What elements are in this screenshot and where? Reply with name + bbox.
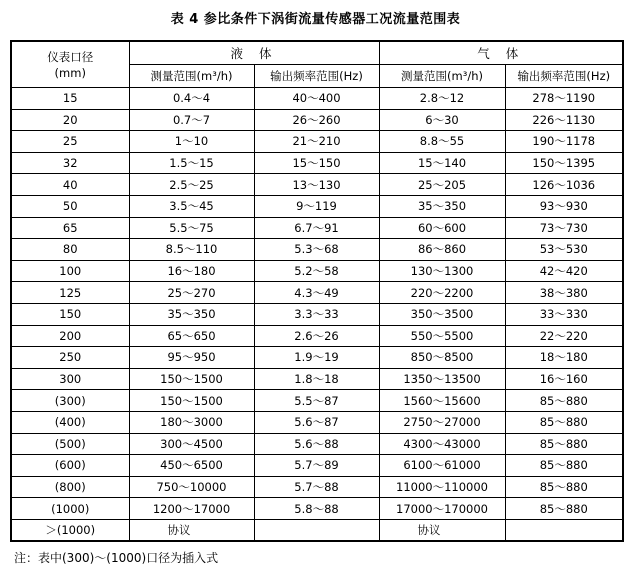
- table-cell-diameter: (300): [11, 390, 129, 412]
- table-cell-empty: [254, 519, 379, 541]
- table-row: [11, 217, 623, 239]
- table-cell-gas-range: 15～140: [379, 152, 505, 174]
- table-cell-liquid-range: 1200～17000: [129, 498, 254, 520]
- table-cell-gas-range: 6～30: [379, 109, 505, 131]
- table-container: [10, 40, 622, 542]
- table-cell-diameter: 65: [11, 217, 129, 239]
- table-cell-gas-range: 1560～15600: [379, 390, 505, 412]
- table-row: [11, 433, 623, 455]
- table-cell-gas-freq: 85～880: [505, 390, 623, 412]
- table-cell-liquid-range: 3.5～45: [129, 195, 254, 217]
- table-row: [11, 152, 623, 174]
- table-body: [11, 88, 623, 542]
- table-cell-gas-freq: 18～180: [505, 347, 623, 369]
- table-cell-gas-freq: 16～160: [505, 368, 623, 390]
- table-cell-liquid-freq: 1.9～19: [254, 347, 379, 369]
- table-cell-gas-freq: 85～880: [505, 433, 623, 455]
- table-cell-liquid-range: 95～950: [129, 347, 254, 369]
- table-cell-gas-freq: 126～1036: [505, 174, 623, 196]
- table-row-last: [11, 519, 623, 541]
- table-row: [11, 88, 623, 110]
- table-cell-diameter: 150: [11, 303, 129, 325]
- table-row: [11, 195, 623, 217]
- table-cell-liquid-freq: 3.3～33: [254, 303, 379, 325]
- table-cell-gas-freq: 226～1130: [505, 109, 623, 131]
- table-cell-diameter: (800): [11, 476, 129, 498]
- table-cell-gas-freq: 93～930: [505, 195, 623, 217]
- table-cell-diameter: 125: [11, 282, 129, 304]
- table-row: [11, 282, 623, 304]
- table-cell-liquid-range: 35～350: [129, 303, 254, 325]
- table-cell-gas-range: 86～860: [379, 239, 505, 261]
- liquid-freq-header: 输出频率范围(Hz): [254, 65, 379, 88]
- table-cell-gas-freq: 42～420: [505, 260, 623, 282]
- table-cell-liquid-range: 5.5～75: [129, 217, 254, 239]
- table-cell-diameter: 250: [11, 347, 129, 369]
- table-cell-gas-range: 35～350: [379, 195, 505, 217]
- table-cell-liquid-range: 150～1500: [129, 368, 254, 390]
- table-cell-liquid-freq: 13～130: [254, 174, 379, 196]
- table-cell-liquid-range: 16～180: [129, 260, 254, 282]
- table-title: 表 4 参比条件下涡街流量传感器工况流量范围表: [170, 12, 461, 27]
- gas-header: 气 体: [379, 41, 623, 65]
- table-cell-liquid-range: 25～270: [129, 282, 254, 304]
- table-cell-liquid-freq: 5.8～88: [254, 498, 379, 520]
- table-cell-diameter: ＞(1000): [11, 519, 129, 541]
- table-cell-diameter: (500): [11, 433, 129, 455]
- table-cell-diameter: 200: [11, 325, 129, 347]
- table-cell-liquid-range: 1.5～15: [129, 152, 254, 174]
- table-cell-gas-range: 1350～13500: [379, 368, 505, 390]
- table-row: [11, 131, 623, 153]
- table-cell-diameter: 300: [11, 368, 129, 390]
- table-cell-liquid-freq: 5.6～87: [254, 411, 379, 433]
- table-cell-liquid-range: 65～650: [129, 325, 254, 347]
- table-cell-gas-range: 6100～61000: [379, 455, 505, 477]
- table-cell-gas-range: 220～2200: [379, 282, 505, 304]
- table-cell-gas-range: 4300～43000: [379, 433, 505, 455]
- table-row: [11, 109, 623, 131]
- table-row: [11, 260, 623, 282]
- table-cell-liquid-freq: 2.6～26: [254, 325, 379, 347]
- diameter-header: [11, 41, 129, 88]
- table-cell-liquid-freq: 1.8～18: [254, 368, 379, 390]
- table-cell-liquid-freq: 26～260: [254, 109, 379, 131]
- table-cell-liquid-freq: 15～150: [254, 152, 379, 174]
- table-cell-gas-range: 350～3500: [379, 303, 505, 325]
- table-cell-gas-freq: 33～330: [505, 303, 623, 325]
- table-cell-diameter: 15: [11, 88, 129, 110]
- table-cell-diameter: 25: [11, 131, 129, 153]
- flow-range-table: [10, 40, 624, 542]
- table-cell-gas-freq: 85～880: [505, 411, 623, 433]
- table-cell-liquid-range: 180～3000: [129, 411, 254, 433]
- table-cell-gas-freq: 85～880: [505, 476, 623, 498]
- table-cell-diameter: 32: [11, 152, 129, 174]
- table-cell-gas-range: 130～1300: [379, 260, 505, 282]
- table-cell-gas-freq: 85～880: [505, 455, 623, 477]
- table-cell-gas-agreement: 协议: [379, 519, 505, 541]
- table-cell-gas-range: 25～205: [379, 174, 505, 196]
- table-cell-diameter: (400): [11, 411, 129, 433]
- table-cell-gas-freq: 73～730: [505, 217, 623, 239]
- table-cell-diameter: (600): [11, 455, 129, 477]
- table-row: [11, 368, 623, 390]
- table-cell-gas-range: 2.8～12: [379, 88, 505, 110]
- table-cell-liquid-range: 750～10000: [129, 476, 254, 498]
- liquid-range-header: 测量范围(m³/h): [129, 65, 254, 88]
- table-cell-diameter: 80: [11, 239, 129, 261]
- table-cell-liquid-range: 300～4500: [129, 433, 254, 455]
- table-cell-gas-freq: 190～1178: [505, 131, 623, 153]
- table-note: 注：表中(300)～(1000)口径为插入式: [14, 551, 219, 565]
- table-cell-liquid-range: 450～6500: [129, 455, 254, 477]
- table-cell-diameter: (1000): [11, 498, 129, 520]
- table-cell-gas-freq: 53～530: [505, 239, 623, 261]
- table-cell-liquid-freq: 6.7～91: [254, 217, 379, 239]
- table-row: [11, 174, 623, 196]
- table-cell-liquid-freq: 9～119: [254, 195, 379, 217]
- table-cell-liquid-range: 0.4～4: [129, 88, 254, 110]
- table-cell-liquid-range: 150～1500: [129, 390, 254, 412]
- table-cell-liquid-range: 2.5～25: [129, 174, 254, 196]
- table-cell-liquid-freq: 5.6～88: [254, 433, 379, 455]
- table-row: [11, 498, 623, 520]
- table-cell-liquid-range: 1～10: [129, 131, 254, 153]
- table-cell-liquid-freq: 21～210: [254, 131, 379, 153]
- gas-freq-header: 输出频率范围(Hz): [505, 65, 623, 88]
- table-cell-gas-freq: 22～220: [505, 325, 623, 347]
- table-row: [11, 239, 623, 261]
- table-cell-gas-range: 850～8500: [379, 347, 505, 369]
- liquid-header: 液 体: [129, 41, 379, 65]
- table-cell-gas-range: 11000～110000: [379, 476, 505, 498]
- table-cell-diameter: 50: [11, 195, 129, 217]
- table-cell-liquid-freq: 4.3～49: [254, 282, 379, 304]
- table-row: [11, 325, 623, 347]
- table-cell-liquid-freq: 5.3～68: [254, 239, 379, 261]
- table-cell-liquid-freq: 5.5～87: [254, 390, 379, 412]
- table-row: [11, 390, 623, 412]
- table-cell-liquid-range: 0.7～7: [129, 109, 254, 131]
- table-row: [11, 347, 623, 369]
- table-cell-gas-freq: 150～1395: [505, 152, 623, 174]
- gas-range-header: 测量范围(m³/h): [379, 65, 505, 88]
- table-cell-gas-range: 17000～170000: [379, 498, 505, 520]
- table-cell-liquid-agreement: 协议: [129, 519, 254, 541]
- table-cell-gas-range: 550～5500: [379, 325, 505, 347]
- table-cell-gas-range: 60～600: [379, 217, 505, 239]
- table-cell-gas-freq: 278～1190: [505, 88, 623, 110]
- table-cell-gas-freq: 85～880: [505, 498, 623, 520]
- table-cell-liquid-freq: 40～400: [254, 88, 379, 110]
- table-cell-diameter: 40: [11, 174, 129, 196]
- table-row: [11, 303, 623, 325]
- table-cell-liquid-freq: 5.7～88: [254, 476, 379, 498]
- table-cell-gas-range: 8.8～55: [379, 131, 505, 153]
- table-row: [11, 455, 623, 477]
- table-cell-gas-freq: 38～380: [505, 282, 623, 304]
- diameter-label: 仪表口径: [47, 49, 94, 64]
- table-cell-liquid-freq: 5.2～58: [254, 260, 379, 282]
- table-cell-diameter: 20: [11, 109, 129, 131]
- table-cell-liquid-freq: 5.7～89: [254, 455, 379, 477]
- table-row: [11, 411, 623, 433]
- table-cell-gas-range: 2750～27000: [379, 411, 505, 433]
- table-cell-diameter: 100: [11, 260, 129, 282]
- diameter-unit: (mm): [54, 65, 86, 80]
- table-row: [11, 476, 623, 498]
- table-cell-empty: [505, 519, 623, 541]
- table-cell-liquid-range: 8.5～110: [129, 239, 254, 261]
